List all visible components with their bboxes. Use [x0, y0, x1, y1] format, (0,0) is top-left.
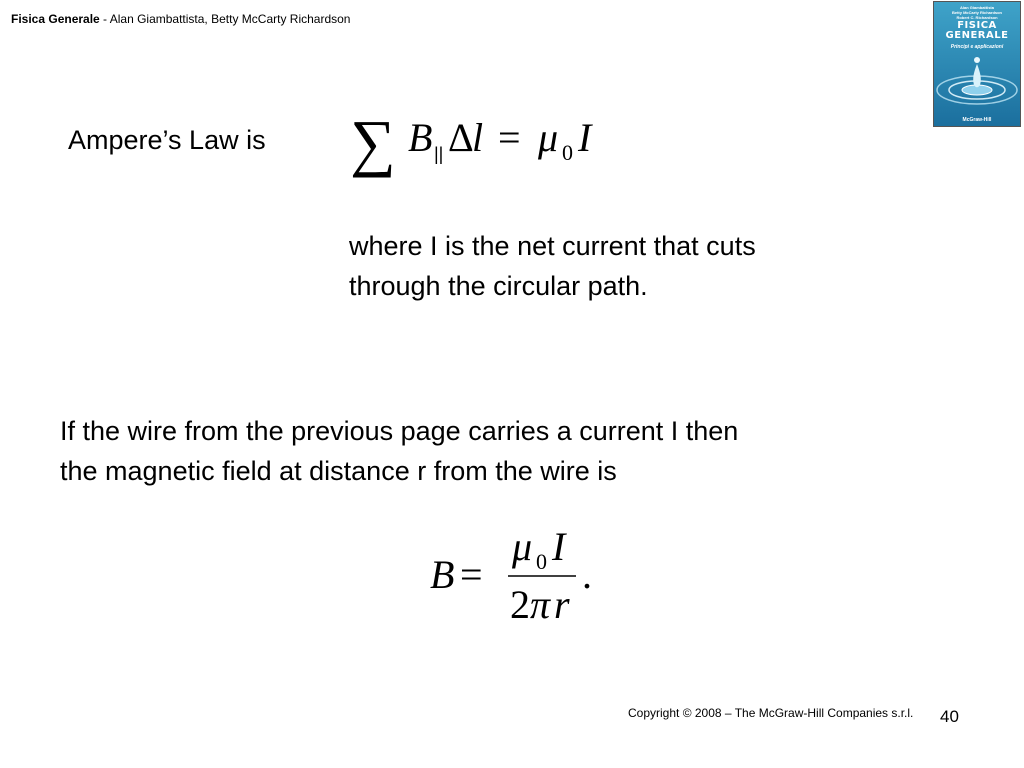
- field-equals: =: [460, 552, 483, 597]
- page-number: 40: [940, 707, 959, 726]
- formula-delta: Δ: [448, 115, 474, 160]
- copyright-notice: Copyright © 2008 – The McGraw-Hill Companies s.r.l.: [628, 706, 914, 720]
- cover-title: [934, 21, 1020, 41]
- formula-zero-subscript: 0: [562, 140, 573, 165]
- cover-subtitle: Principi e applicazioni: [950, 44, 1004, 50]
- cover-authors: [934, 5, 1020, 20]
- ampere-law-label: Ampere’s Law is: [68, 125, 266, 155]
- cover-author-line: Betty McCarty Richardson: [951, 10, 1002, 15]
- paragraph-line: the magnetic field at distance r from the wire is: [60, 456, 617, 486]
- denominator-two: 2: [510, 582, 530, 627]
- cover-title-line: FISICA: [957, 20, 997, 31]
- field-B: B: [430, 552, 455, 597]
- book-title: Fisica Generale: [11, 12, 100, 26]
- numerator-zero-subscript: 0: [536, 549, 547, 574]
- magnetic-field-formula: [426, 518, 606, 628]
- formula-equals: =: [498, 115, 521, 160]
- paragraph-line: If the wire from the previous page carries a current I then: [60, 416, 739, 446]
- cover-author-line: Alan Giambattista: [959, 5, 994, 10]
- book-cover-image: [933, 1, 1021, 127]
- note-line: through the circular path.: [349, 271, 648, 301]
- denominator-pi: π: [530, 582, 551, 627]
- summation-symbol: ∑: [350, 107, 396, 178]
- formula-I: I: [578, 115, 592, 160]
- formula-l: l: [472, 115, 484, 160]
- formula-mu: μ: [538, 115, 559, 160]
- water-drop-splash-icon: [934, 52, 1020, 112]
- cover-title-line: GENERALE: [945, 30, 1009, 41]
- cover-author-line: Robert C. Richardson: [956, 15, 998, 20]
- ampere-law-formula: [348, 98, 618, 178]
- note-line: where I is the net current that cuts: [349, 231, 756, 261]
- current-note: [349, 226, 756, 306]
- numerator-mu: μ: [512, 524, 533, 569]
- denominator-r: r: [554, 582, 570, 627]
- formula-parallel-subscript: ||: [434, 144, 444, 164]
- slide-header: [11, 12, 350, 26]
- formula-period: .: [582, 552, 592, 597]
- wire-paragraph: [60, 411, 738, 491]
- cover-publisher: McGraw-Hill: [962, 117, 992, 123]
- numerator-I: I: [552, 524, 566, 569]
- book-authors: - Alan Giambattista, Betty McCarty Richardson: [99, 12, 351, 26]
- formula-B: B: [408, 115, 433, 160]
